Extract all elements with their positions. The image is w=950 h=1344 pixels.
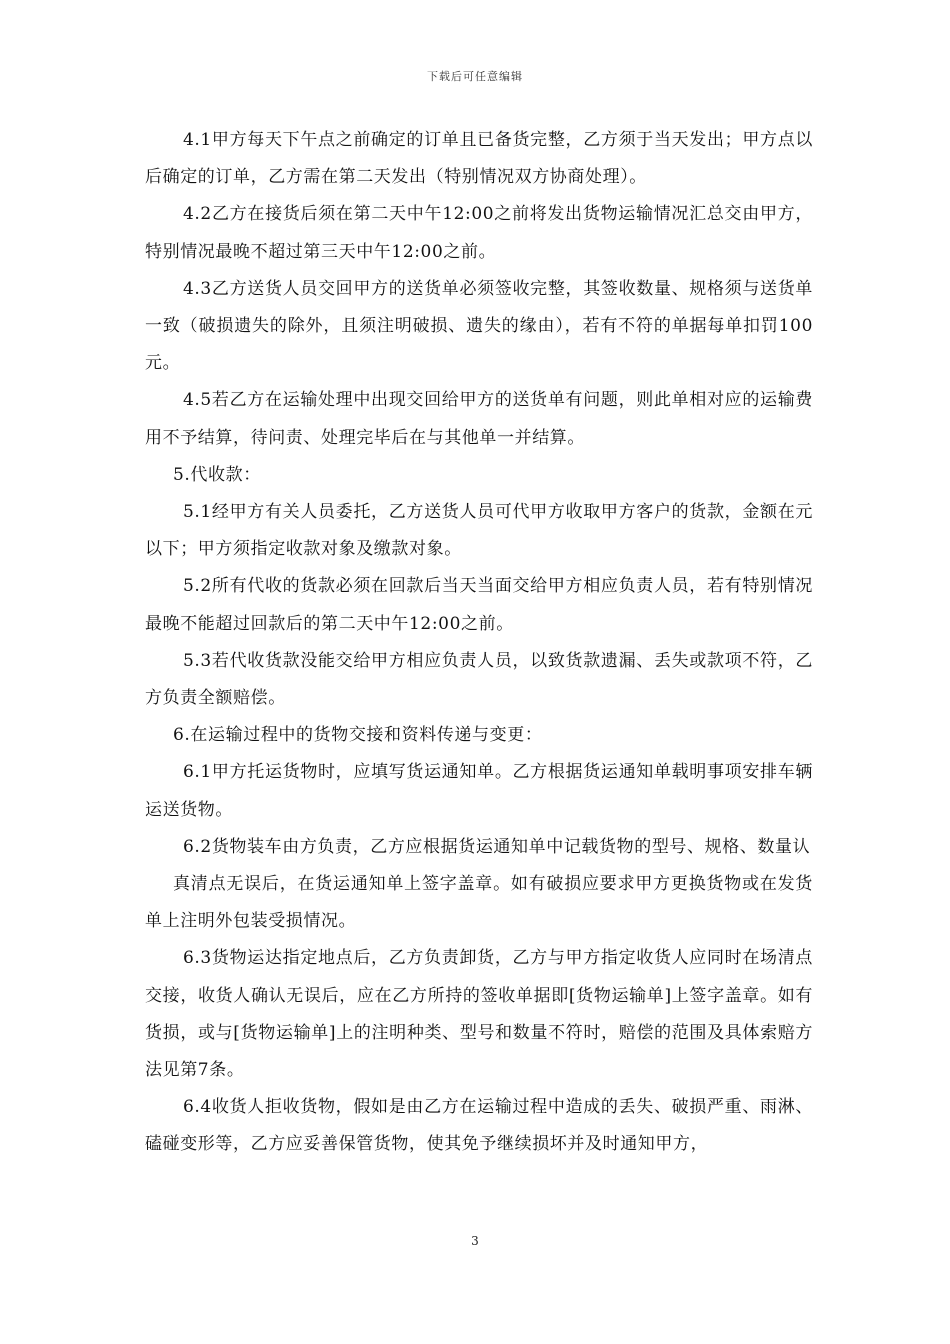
paragraph-4-2: 4.2乙方在接货后须在第二天中午12:00之前将发出货物运输情况汇总交由甲方，特别情况最晚不超过第三天中午12:00之前。 — [145, 204, 813, 262]
paragraph-4-5: 4.5若乙方在运输处理中出现交回给甲方的送货单有问题，则此单相对应的运输费用不予结算，待问责、处理完毕后在与其他单一并结算。 — [145, 390, 813, 448]
section-heading-5: 5.代收款： — [173, 464, 261, 485]
page-number: 3 — [471, 1234, 479, 1248]
paragraph-6-1: 6.1甲方托运货物时，应填写货运通知单。乙方根据货运通知单载明事项安排车辆运送货物。 — [145, 762, 813, 820]
paragraph-6-4: 6.4收货人拒收货物，假如是由乙方在运输过程中造成的丢失、破损严重、雨淋、磕碰变形等，乙方应妥善保管货物，使其免予继续损坏并及时通知甲方， — [145, 1097, 813, 1155]
paragraph-6-3: 6.3货物运达指定地点后，乙方负责卸货，乙方与甲方指定收货人应同时在场清点交接，收货人确认无误后，应在乙方所持的签收单据即[货物运输单]上签字盖章。如有货损，或与[货物运输单]上的注明种类、型号和数量不符时，赔偿的范围及具体索赔方法见第7条。 — [145, 948, 813, 1081]
paragraph-4-3: 4.3乙方送货人员交回甲方的送货单必须签收完整，其签收数量、规格须与送货单一致（破损遗失的除外，且须注明破损、遗失的缘由），若有不符的单据每单扣罚100元。 — [145, 278, 813, 374]
paragraph-6-2-continued: 真清点无误后，在货运通知单上签字盖章。如有破损应要求甲方更换货物或在发货单上注明外包装受损情况。 — [145, 874, 813, 932]
paragraph-4-1: 4.1甲方每天下午点之前确定的订单且已备货完整，乙方须于当天发出；甲方点以后确定的订单，乙方需在第二天发出（特别情况双方协商处理）。 — [145, 130, 813, 188]
paragraph-5-3: 5.3若代收货款没能交给甲方相应负责人员，以致货款遗漏、丢失或款项不符，乙方负责全额赔偿。 — [145, 650, 813, 709]
paragraph-6-2: 6.2货物装车由方负责，乙方应根据货运通知单中记载货物的型号、规格、数量认 — [183, 836, 811, 857]
paragraph-5-1: 5.1经甲方有关人员委托，乙方送货人员可代甲方收取甲方客户的货款，金额在元以下；甲方须指定收款对象及缴款对象。 — [145, 502, 813, 560]
section-heading-6: 6.在运输过程中的货物交接和资料传递与变更： — [173, 725, 543, 746]
document-body — [145, 122, 813, 1164]
paragraph-5-2: 5.2所有代收的货款必须在回款后当天当面交给甲方相应负责人员，若有特别情况最晚不能超过回款后的第二天中午12:00之前。 — [145, 576, 813, 634]
page-header: 下载后可任意编辑 — [427, 70, 523, 83]
